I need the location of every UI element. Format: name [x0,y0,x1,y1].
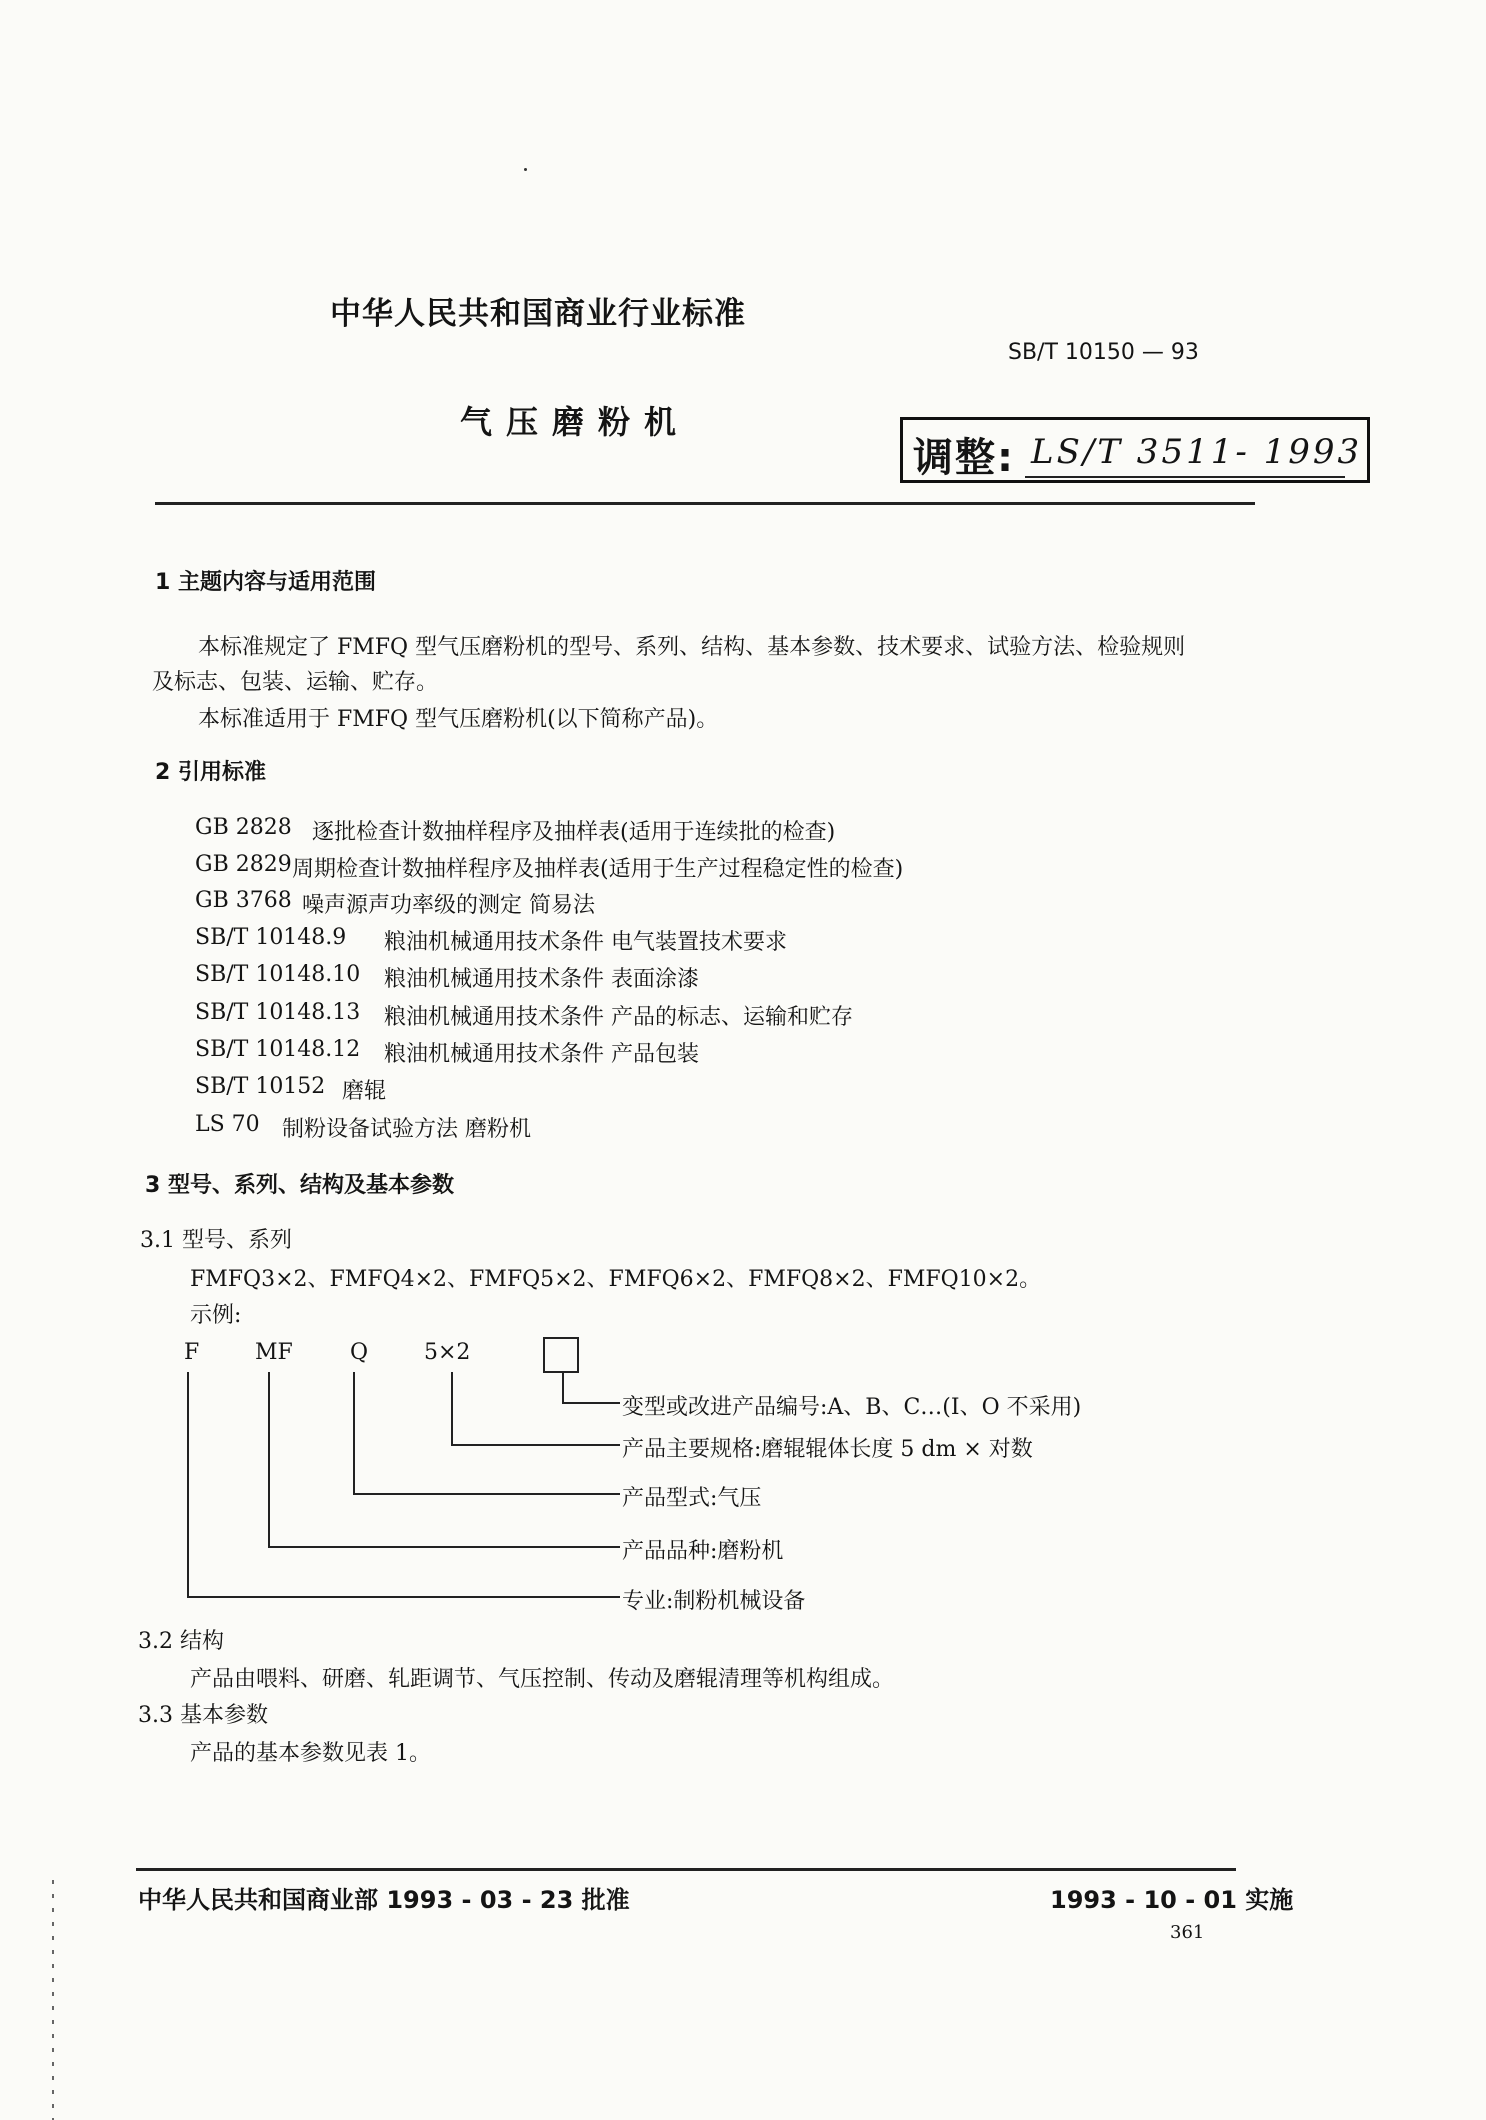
standard-code: SB/T 10150 — 93 [1008,340,1199,365]
label-specialty: 专业:制粉机械设备 [622,1589,806,1614]
reference-code: GB 3768 [195,888,292,913]
reference-title: 周期检查计数抽样程序及抽样表(适用于生产过程稳定性的检查) [292,857,904,882]
connector-size [451,1372,453,1445]
code-token-size: 5×2 [424,1340,471,1365]
connector-specialty [187,1372,189,1597]
reference-title: 粮油机械通用技术条件 电气装置技术要求 [384,930,787,955]
reference-item [195,815,292,840]
connector-variety [268,1372,270,1547]
effective-date: 1993 - 10 - 01 实施 [1050,1886,1294,1914]
reference-item [195,962,360,987]
reference-title: 噪声源声功率级的测定 简易法 [302,893,595,918]
leader-variety [268,1546,620,1548]
adjustment-stamp [900,417,1370,483]
section-3-3-heading: 3.3 基本参数 [138,1703,268,1728]
reference-title: 粮油机械通用技术条件 产品包装 [384,1042,699,1067]
reference-item [195,852,292,877]
label-type: 产品型式:气压 [622,1486,762,1511]
section-1-para-1-line-1: 本标准规定了 FMFQ 型气压磨粉机的型号、系列、结构、基本参数、技术要求、试验方法、检验规则 [198,635,1186,660]
section-2-heading: 2 引用标准 [155,760,266,785]
header-rule [155,502,1255,505]
reference-code: SB/T 10148.13 [195,1000,361,1025]
connector-type [353,1372,355,1494]
reference-code: GB 2828 [195,815,292,840]
leader-type [353,1493,620,1495]
section-3-3-text: 产品的基本参数见表 1。 [190,1741,431,1766]
label-variety: 产品品种:磨粉机 [622,1539,784,1564]
reference-item [195,925,346,950]
reference-code: SB/T 10152 [195,1074,326,1099]
reference-title: 粮油机械通用技术条件 表面涂漆 [384,967,699,992]
stamp-underline [1025,476,1345,478]
section-3-2-heading: 3.2 结构 [138,1629,224,1654]
leader-size [451,1444,620,1446]
section-3-1-heading: 3.1 型号、系列 [140,1228,292,1253]
reference-title: 粮油机械通用技术条件 产品的标志、运输和贮存 [384,1005,853,1030]
footer-rule [136,1868,1236,1871]
example-label: 示例: [190,1303,242,1328]
stamp-handwritten-code: LS/T 3511- 1993 [1031,432,1363,472]
section-1-heading: 1 主题内容与适用范围 [155,570,376,595]
scan-speck [524,168,527,171]
reference-item [195,1112,260,1137]
reference-code: SB/T 10148.9 [195,925,347,950]
reference-title: 磨辊 [342,1079,387,1104]
approval-line: 中华人民共和国商业部 1993 - 03 - 23 批准 [138,1886,630,1914]
document-title: 气压磨粉机 [460,403,691,441]
code-token-Q: Q [350,1340,369,1365]
reference-title: 逐批检查计数抽样程序及抽样表(适用于连续批的检查) [312,820,836,845]
reference-item [195,1074,325,1099]
section-1-para-1-line-2: 及标志、包装、运输、贮存。 [152,670,439,695]
connector-variant [562,1373,564,1403]
reference-item [195,888,292,913]
leader-variant [562,1402,620,1404]
code-token-F: F [184,1340,200,1365]
leader-specialty [187,1596,620,1598]
label-variant: 变型或改进产品编号:A、B、C…(I、O 不采用) [622,1395,1082,1420]
model-list: FMFQ3×2、FMFQ4×2、FMFQ5×2、FMFQ6×2、FMFQ8×2、FMFQ10×2。 [190,1267,1042,1292]
reference-code: SB/T 10148.12 [195,1037,361,1062]
code-token-MF: MF [255,1340,293,1365]
section-1-para-2: 本标准适用于 FMFQ 型气压磨粉机(以下简称产品)。 [198,707,719,732]
section-3-2-text: 产品由喂料、研磨、轧距调节、气压控制、传动及磨辊清理等机构组成。 [190,1667,895,1692]
org-title: 中华人民共和国商业行业标准 [330,296,746,332]
section-3-heading: 3 型号、系列、结构及基本参数 [145,1173,454,1198]
stamp-label: 调整: [913,435,1015,481]
reference-item [195,1037,360,1062]
variant-code-box [543,1337,579,1373]
page-number: 361 [1170,1922,1205,1943]
reference-code: LS 70 [195,1112,260,1137]
reference-item [195,1000,360,1025]
scan-edge-mark [52,1880,54,2120]
reference-title: 制粉设备试验方法 磨粉机 [282,1117,531,1142]
reference-code: GB 2829 [195,852,292,877]
reference-code: SB/T 10148.10 [195,962,361,987]
label-size: 产品主要规格:磨辊辊体长度 5 dm × 对数 [622,1437,1033,1462]
